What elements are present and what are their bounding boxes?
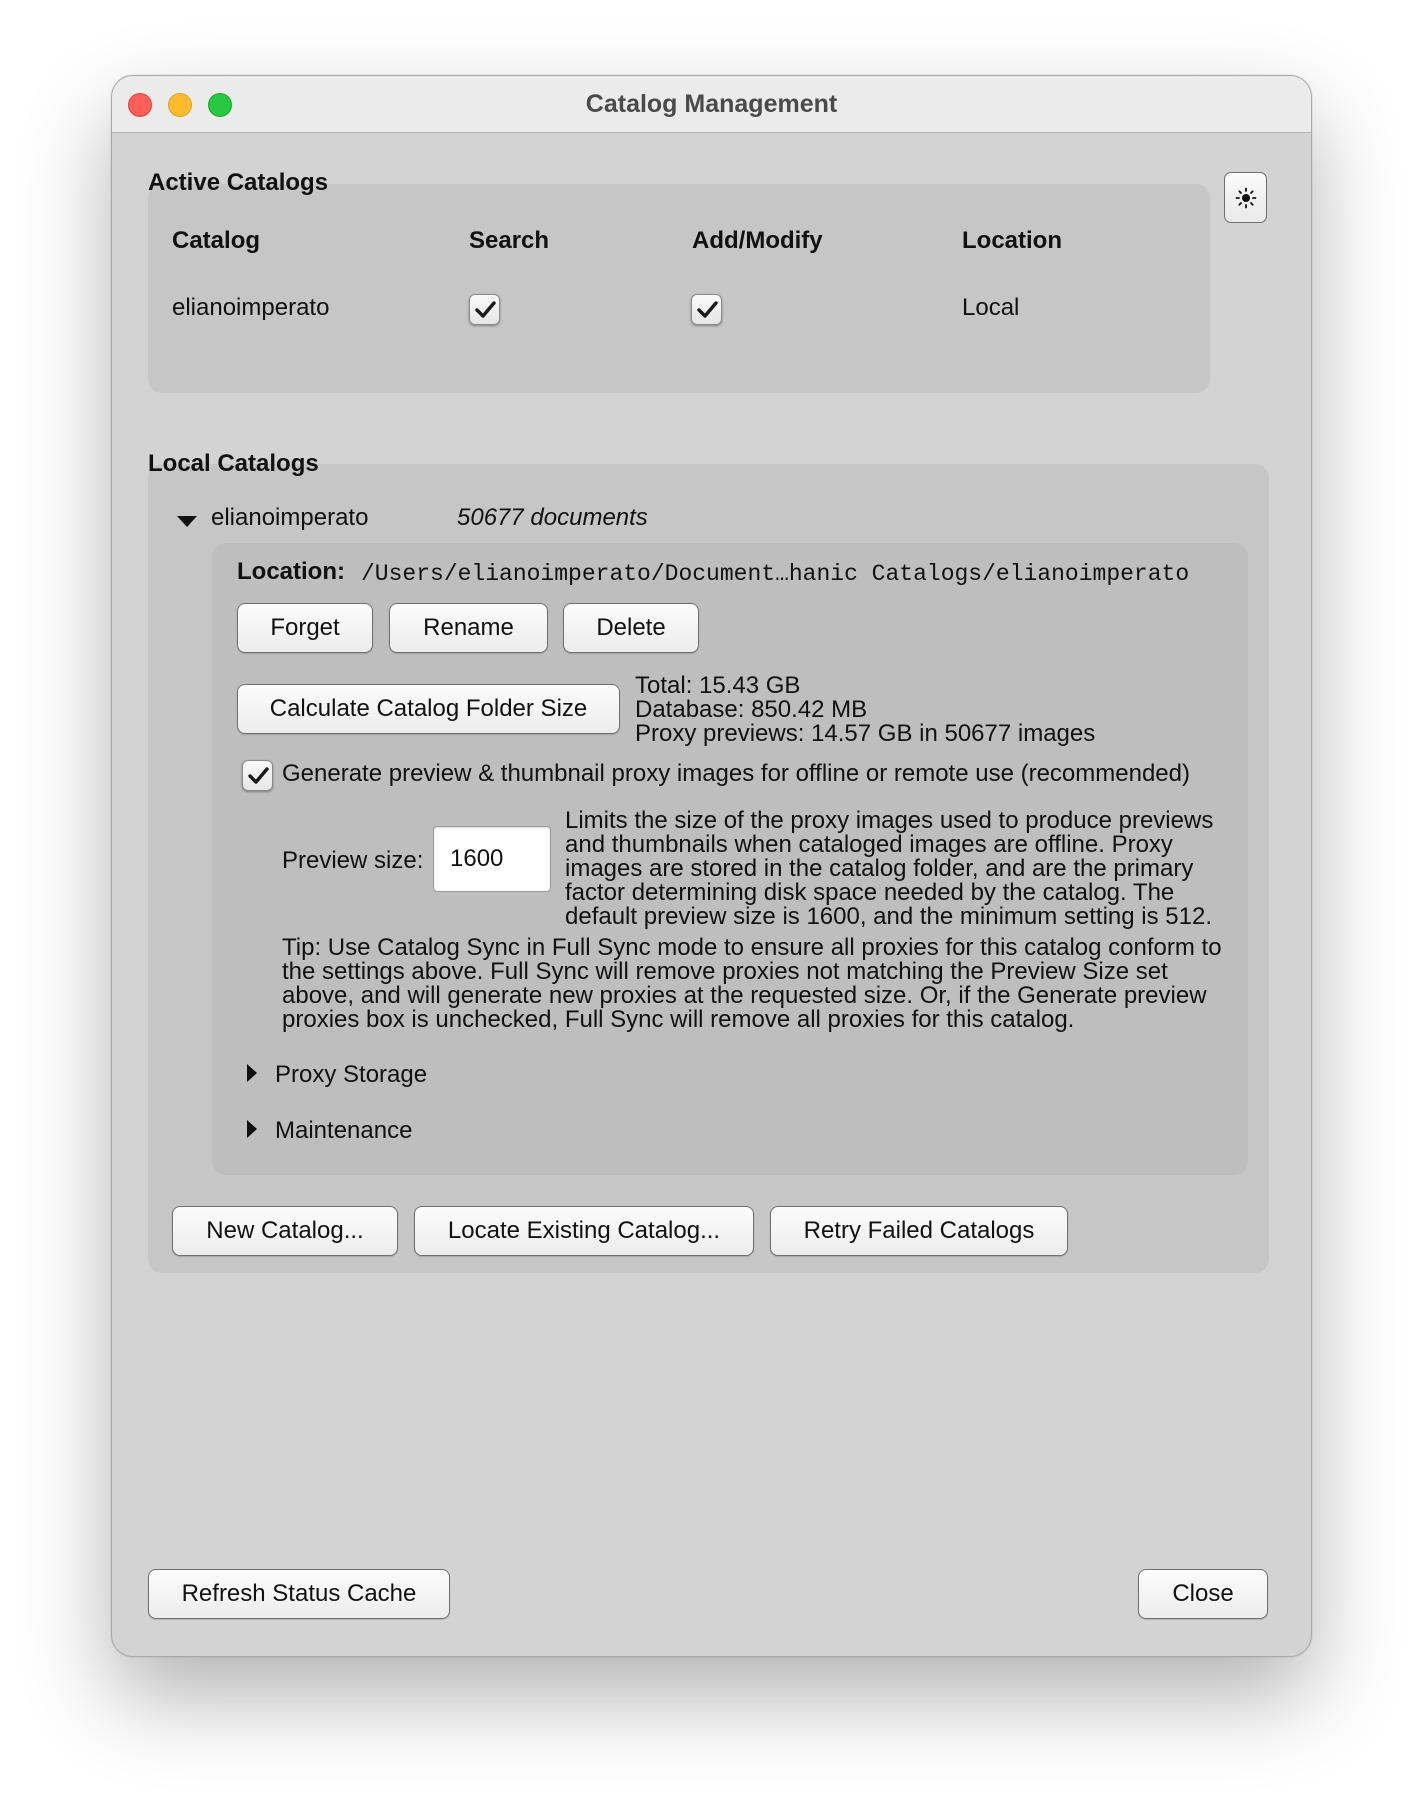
catalog-management-window xyxy=(111,75,1312,1657)
active-catalog-location: Local xyxy=(962,294,1020,321)
window-title: Catalog Management xyxy=(585,90,838,118)
forget-button[interactable]: Forget xyxy=(237,603,373,653)
locate-existing-catalog-button[interactable]: Locate Existing Catalog... xyxy=(414,1206,754,1256)
disclosure-triangle-expanded-icon[interactable] xyxy=(177,516,197,527)
generate-proxies-label: Generate preview & thumbnail proxy images for offline or remote use (recommended) xyxy=(282,760,1190,787)
location-label: Location: xyxy=(237,558,345,585)
active-catalog-name: elianoimperato xyxy=(172,294,330,321)
preview-description-line: factor determining disk space needed by the catalog. The xyxy=(565,879,1175,906)
column-header-search: Search xyxy=(469,227,550,254)
calculate-folder-size-button[interactable]: Calculate Catalog Folder Size xyxy=(237,684,620,734)
size-proxy-previews: Proxy previews: 14.57 GB in 50677 images xyxy=(635,720,1096,747)
tip-line: above, and will generate new proxies at the requested size. Or, if the Generate preview xyxy=(282,982,1207,1009)
close-button[interactable]: Close xyxy=(1138,1569,1268,1619)
delete-button[interactable]: Delete xyxy=(563,603,699,653)
checkmark-icon xyxy=(473,298,497,322)
preview-description-line: and thumbnails when cataloged images are offline. Proxy xyxy=(565,831,1173,858)
active-catalogs-panel xyxy=(148,184,1210,393)
column-header-add-modify: Add/Modify xyxy=(692,227,823,254)
checkmark-icon xyxy=(695,298,719,322)
active-catalogs-title: Active Catalogs xyxy=(148,169,329,196)
tip-line: the settings above. Full Sync will remove proxies not matching the Preview Size set xyxy=(282,958,1168,985)
refresh-status-cache-button[interactable]: Refresh Status Cache xyxy=(148,1569,450,1619)
generate-proxies-checkbox[interactable] xyxy=(242,760,273,791)
local-catalogs-title: Local Catalogs xyxy=(148,450,319,477)
sun-icon xyxy=(1235,187,1257,209)
retry-failed-catalogs-button[interactable]: Retry Failed Catalogs xyxy=(770,1206,1068,1256)
preview-description-line: default preview size is 1600, and the minimum setting is 512. xyxy=(565,903,1213,930)
preview-description-line: Limits the size of the proxy images used to produce previews xyxy=(565,807,1214,834)
add-modify-checkbox[interactable] xyxy=(691,294,722,325)
maintenance-disclosure[interactable]: Maintenance xyxy=(275,1117,413,1144)
preview-description-line: images are stored in the catalog folder, and are the primary xyxy=(565,855,1194,882)
location-path: /Users/elianoimperato/Document…hanic Catalogs/elianoimperato xyxy=(361,561,1190,587)
size-total: Total: 15.43 GB xyxy=(635,672,801,699)
tip-line: Tip: Use Catalog Sync in Full Sync mode to ensure all proxies for this catalog conform to xyxy=(282,934,1222,961)
tip-line: proxies box is unchecked, Full Sync will remove all proxies for this catalog. xyxy=(282,1006,1075,1033)
local-catalog-name: elianoimperato xyxy=(211,504,369,531)
rename-button[interactable]: Rename xyxy=(389,603,548,653)
disclosure-triangle-collapsed-icon[interactable] xyxy=(247,1064,257,1082)
search-checkbox[interactable] xyxy=(469,294,500,325)
title-bar xyxy=(112,76,1311,133)
appearance-button[interactable] xyxy=(1224,172,1267,223)
size-database: Database: 850.42 MB xyxy=(635,696,868,723)
new-catalog-button[interactable]: New Catalog... xyxy=(172,1206,398,1256)
checkmark-icon xyxy=(246,764,270,788)
document-count: 50677 documents xyxy=(457,504,648,531)
preview-size-label: Preview size: xyxy=(282,847,424,874)
disclosure-triangle-collapsed-icon[interactable] xyxy=(247,1120,257,1138)
column-header-location: Location xyxy=(962,227,1062,254)
proxy-storage-disclosure[interactable]: Proxy Storage xyxy=(275,1061,428,1088)
preview-size-input[interactable] xyxy=(433,826,551,892)
column-header-catalog: Catalog xyxy=(172,227,261,254)
